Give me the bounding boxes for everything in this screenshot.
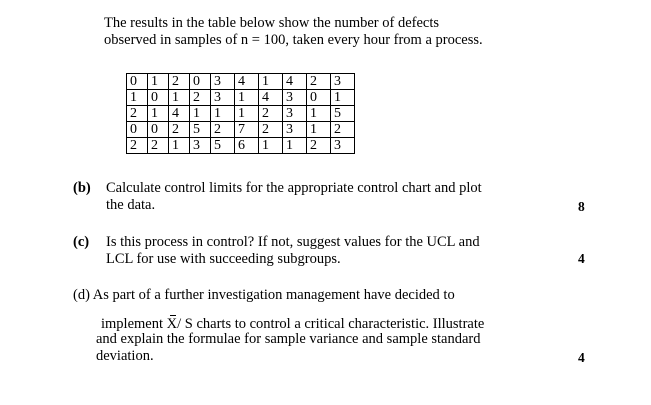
x-bar-symbol: X (166, 316, 178, 332)
table-cell: 2 (127, 106, 148, 122)
table-cell: 1 (259, 138, 283, 154)
table-cell: 3 (283, 122, 307, 138)
question-b-marks: 8 (578, 199, 585, 214)
table-row (127, 90, 355, 106)
table-cell: 1 (259, 74, 283, 90)
question-d-body-2 (96, 331, 536, 365)
question-c-line-1: Is this process in control? If not, suggest values for the UCL and (106, 234, 480, 250)
table-cell: 1 (307, 122, 331, 138)
table-cell: 0 (127, 122, 148, 138)
question-c-line-2: LCL for use with succeeding subgroups. (106, 251, 341, 267)
table-cell: 4 (283, 74, 307, 90)
table-row (127, 138, 355, 154)
table-cell: 1 (211, 106, 235, 122)
intro-text (104, 15, 574, 49)
table-cell: 2 (169, 74, 190, 90)
question-b-line-1: Calculate control limits for the appropriate control chart and plot (106, 180, 482, 196)
question-d-line-3: and explain the formulae for sample variance and sample standard (96, 331, 481, 347)
table-cell: 3 (331, 138, 355, 154)
table-cell: 2 (307, 74, 331, 90)
question-d-line-1: (d) As part of a further investigation management have decided to (73, 287, 455, 303)
table-cell: 3 (283, 106, 307, 122)
question-d (73, 287, 523, 304)
table-cell: 4 (169, 106, 190, 122)
table-cell: 1 (148, 106, 169, 122)
table-cell: 5 (331, 106, 355, 122)
table-cell: 2 (127, 138, 148, 154)
question-b-line-2: the data. (106, 197, 156, 213)
table-cell: 3 (190, 138, 211, 154)
table-cell: 0 (307, 90, 331, 106)
table-cell: 1 (190, 106, 211, 122)
table-cell: 0 (190, 74, 211, 90)
table-cell: 2 (331, 122, 355, 138)
table-cell: 2 (190, 90, 211, 106)
table-cell: 1 (148, 74, 169, 90)
table-cell: 2 (169, 122, 190, 138)
table-cell: 2 (148, 138, 169, 154)
table-row (127, 74, 355, 90)
table-cell: 2 (259, 122, 283, 138)
table-cell: 1 (127, 90, 148, 106)
table-cell: 5 (190, 122, 211, 138)
table-cell: 1 (331, 90, 355, 106)
question-c-marks: 4 (578, 251, 585, 266)
intro-line-2: observed in samples of n = 100, taken every hour from a process. (104, 32, 483, 48)
table-cell: 0 (127, 74, 148, 90)
table-cell: 1 (169, 90, 190, 106)
table-row (127, 106, 355, 122)
table-row (127, 122, 355, 138)
table-cell: 1 (169, 138, 190, 154)
intro-line-1: The results in the table below show the number of defects (104, 15, 440, 31)
table-cell: 1 (307, 106, 331, 122)
table-cell: 0 (148, 122, 169, 138)
table-cell: 5 (211, 138, 235, 154)
table-cell: 0 (148, 90, 169, 106)
question-d-line-2-post: / S charts to control a critical characteristic. Illustrate (177, 316, 485, 332)
question-d-line-4: deviation. (96, 348, 154, 364)
question-b-label: (b) (73, 180, 91, 196)
table-cell: 6 (235, 138, 259, 154)
table-cell: 4 (235, 74, 259, 90)
table-cell: 7 (235, 122, 259, 138)
table-cell: 3 (331, 74, 355, 90)
defects-table (126, 73, 355, 154)
table-cell: 3 (283, 90, 307, 106)
table-cell: 1 (235, 106, 259, 122)
table-cell: 3 (211, 74, 235, 90)
table-cell: 1 (235, 90, 259, 106)
question-d-line-2-pre: implement (101, 316, 167, 332)
table-cell: 1 (283, 138, 307, 154)
question-c-label: (c) (73, 234, 90, 250)
table-cell: 2 (211, 122, 235, 138)
table-cell: 4 (259, 90, 283, 106)
table-cell: 2 (259, 106, 283, 122)
table-cell: 2 (307, 138, 331, 154)
table-cell: 3 (211, 90, 235, 106)
question-d-marks: 4 (578, 350, 585, 365)
